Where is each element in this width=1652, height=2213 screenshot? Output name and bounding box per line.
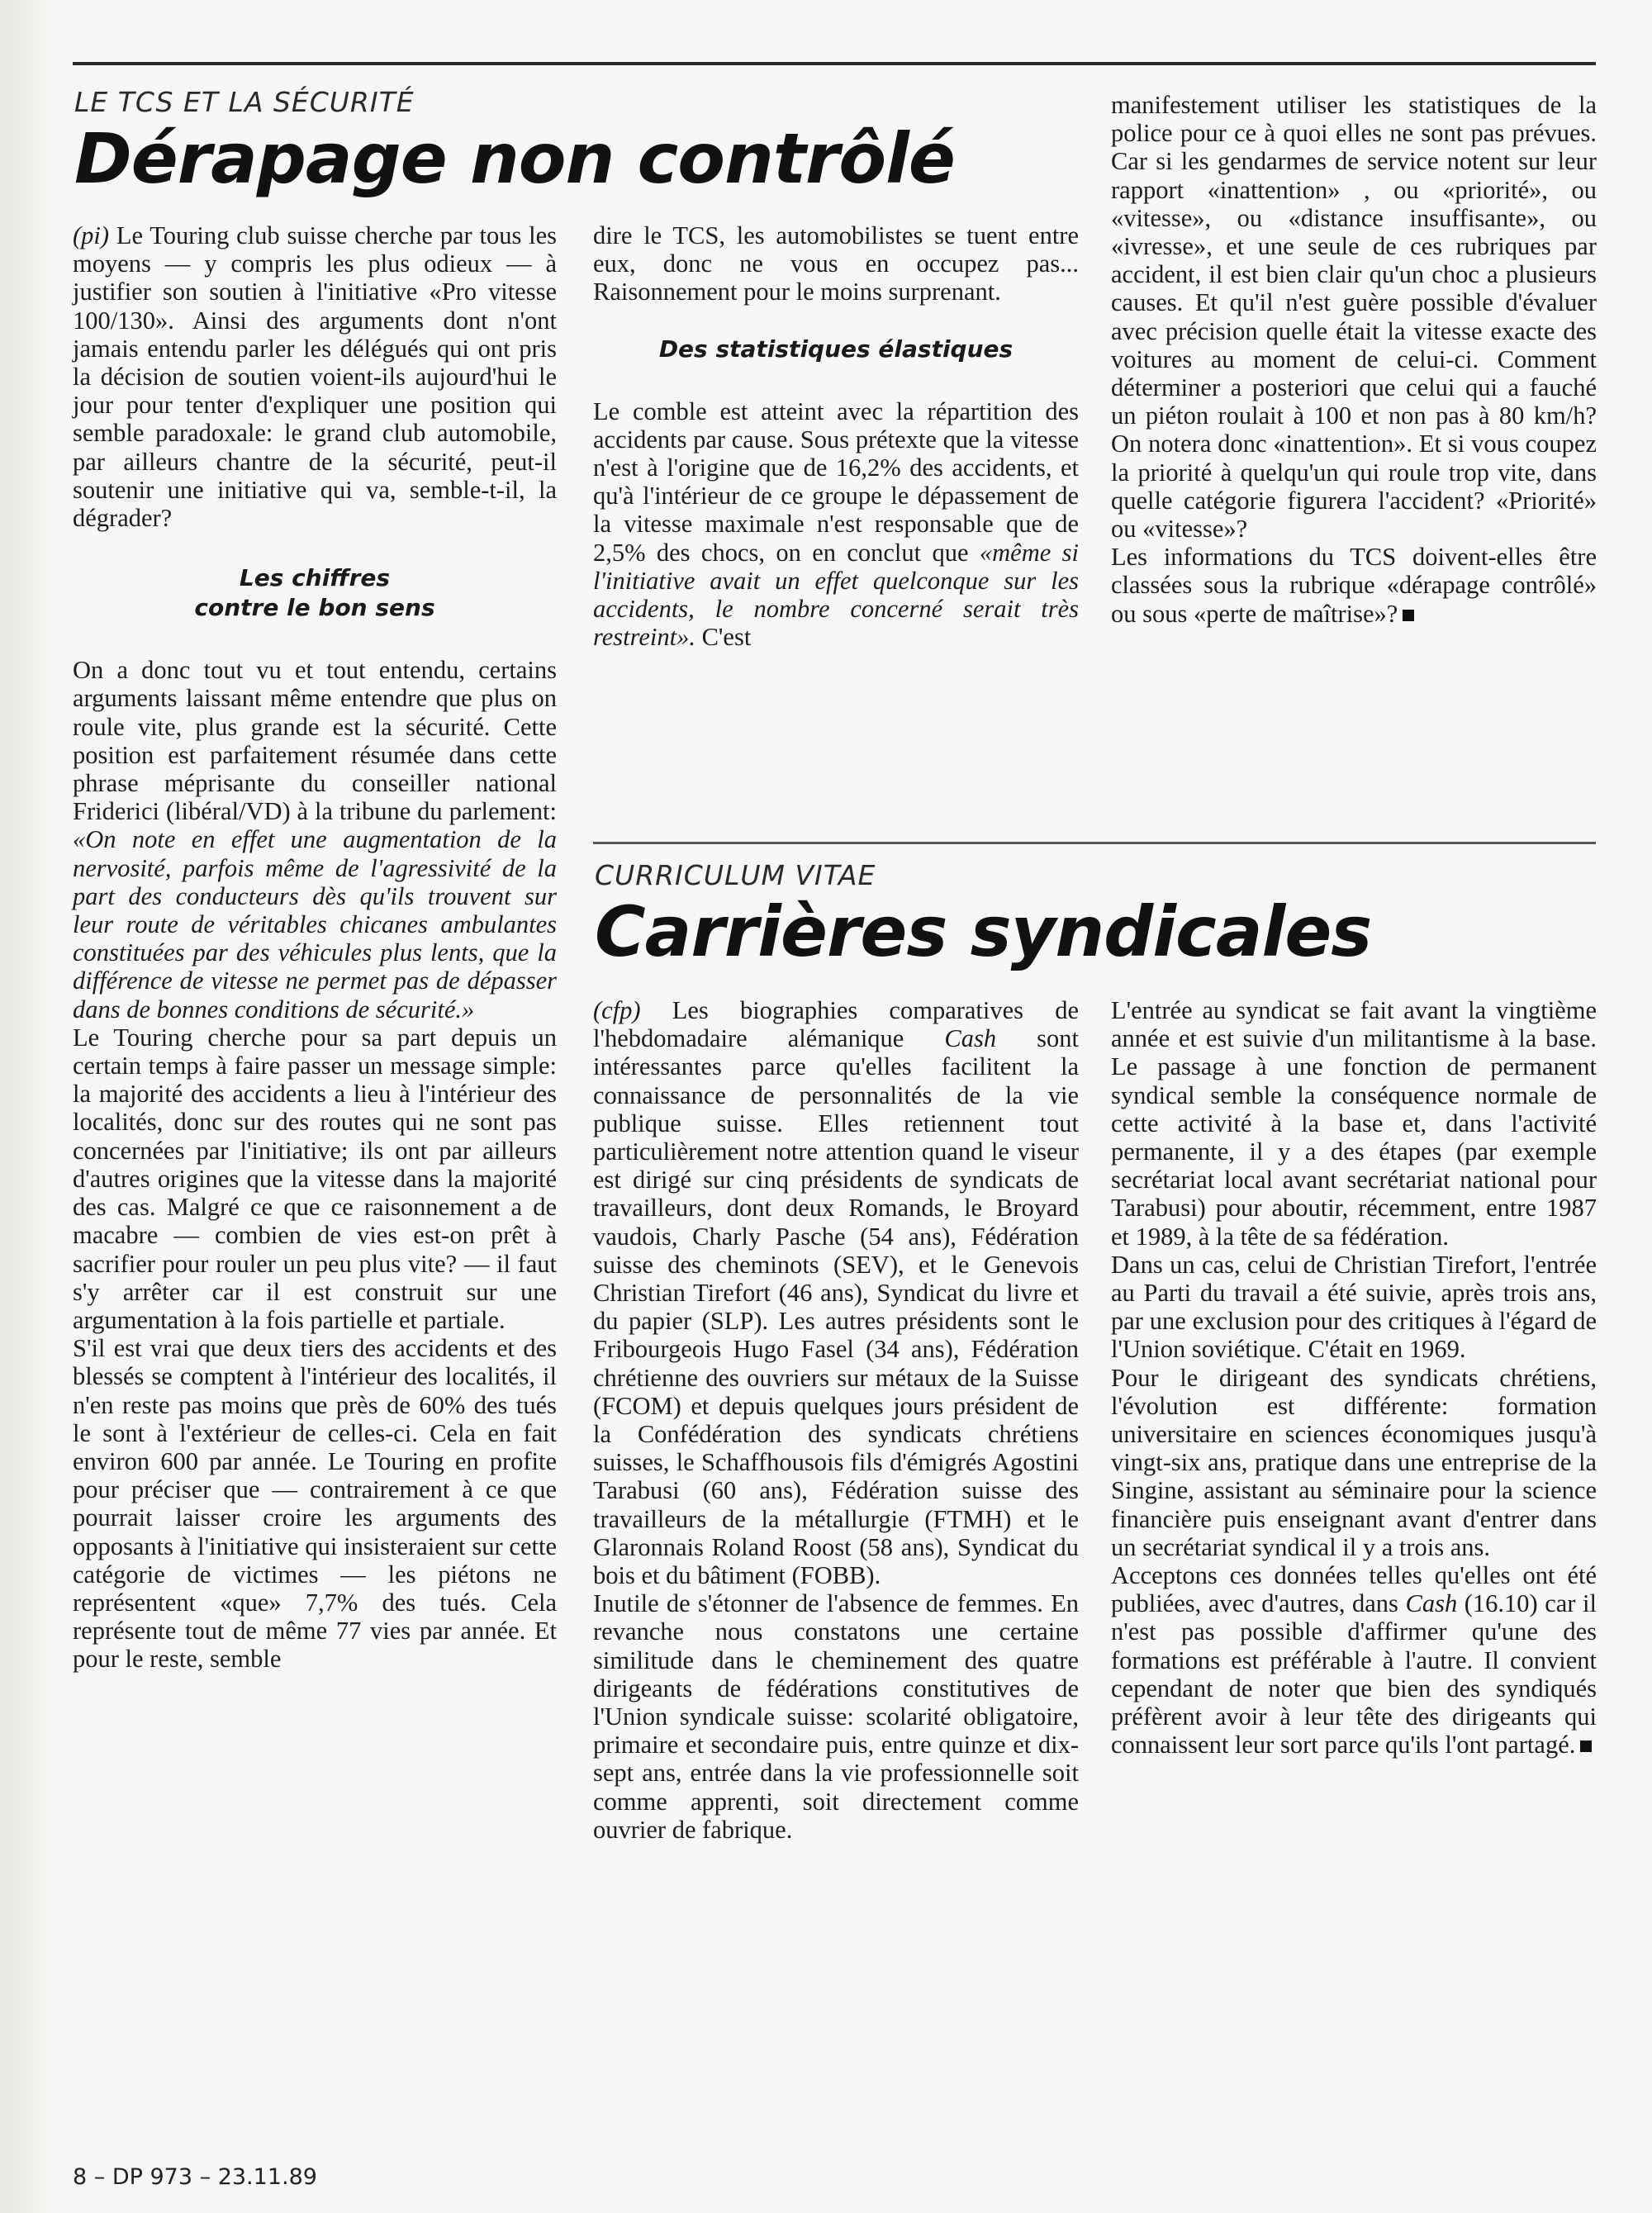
article2-kicker: CURRICULUM VITAE	[595, 859, 876, 891]
article1-paragraph: S'il est vrai que deux tiers des accidents et des blessés se comptent à l'intérieur des localités, il n'en reste pas moins que près de 60% des tués le sont à l'extérieur de celles-ci. Cela en fait environ 600 par année. Le Touring en profite pour préciser que — contrairement à ce que pourrait laisser croire les arguments des opposants à l'initiative qui insisteraient sur cette catégorie de victimes — les piétons ne représentent «que» 7,7% des tués. Cela représente tout de même 77 vies par année. Et pour le reste, semble	[73, 1334, 557, 1674]
end-of-article-square-icon	[1403, 610, 1414, 621]
tcs-quote: «même si l'initiative avait un effet quelconque sur les accidents, le nombre concerné serait très restreint».	[593, 538, 1079, 652]
publication-name: Cash	[1405, 1589, 1458, 1618]
article1-paragraph: (pi) Le Touring club suisse cherche par tous les moyens — y compris les plus odieux — à justifier son soutien à l'initiative «Pro vitesse 100/130». Ainsi des arguments dont n'ont jamais entendu parler les délégués qui ont pris la décision de soutien voient-ils aujourd'hui le jour pour tenter d'expliquer une position qui semble paradoxale: le grand club automobile, par ailleurs chantre de la sécurité, peut-il soutenir une initiative qui va, semble-t-il, la dégrader?	[73, 221, 557, 533]
article2-paragraph: Inutile de s'étonner de l'absence de femmes. En revanche nous constatons une certaine similitude dans le cheminement des quatre dirigeants de fédérations constitutives de l'Union syndicale suisse: scolarité obligatoire, primaire et secondaire puis, entre quinze et dix-sept ans, entrée dans la vie professionnelle soit comme apprenti, soit directement comme ouvrier de fabrique.	[593, 1589, 1079, 1844]
article1-paragraph: manifestement utiliser les statistiques de la police pour ce à quoi elles ne sont pas prévues. Car si les gendarmes de service notent sur leur rapport «inattention» , ou «priorité», ou «vitesse», ou «distance insuffisante», ou «ivresse», et une seule de ces rubriques par accident, il est bien clair qu'un choc a plusieurs causes. Et qu'il n'est guère possible d'évaluer avec précision quelle était la vitesse exacte des voitures au moment de celui-ci. Comment déterminer a posteriori que celui qui a fauché un piéton roulait à 100 et non pas à 80 km/h? On notera donc «inattention». Et si vous coupez la priorité à quelqu'un qui roule trop vite, dans quelle catégorie figurera l'accident? «Priorité» ou «vitesse»?	[1111, 91, 1597, 544]
top-rule	[73, 62, 1596, 65]
article2-headline: Carrières syndicales	[595, 891, 1372, 972]
end-of-article-square-icon	[1580, 1740, 1592, 1752]
article1-subhead-chiffres: Les chiffres contre le bon sens	[194, 564, 435, 622]
byline: (pi)	[73, 221, 110, 249]
article1-paragraph: Les informations du TCS doivent-elles être classées sous la rubrique «dérapage contrôlé» ou sous «perte de maîtrise»?	[1111, 543, 1597, 628]
article1-paragraph: Le comble est atteint avec la répartition des accidents par cause. Sous prétexte que la vitesse n'est à l'origine que de 16,2% des accidents, et qu'à l'intérieur de ce groupe le dépassement de la vitesse maximale n'est responsable que de 2,5% des chocs, on en conclut que «même si l'initiative avait un effet quelconque sur les accidents, le nombre concerné serait très restreint». C'est	[593, 397, 1079, 652]
article2-rule	[593, 842, 1596, 844]
article2-paragraph: Dans un cas, celui de Christian Tirefort, l'entrée au Parti du travail a été suivie, après trois ans, par une exclusion pour des critiques à l'égard de l'Union soviétique. C'était en 1969.	[1111, 1250, 1597, 1364]
article2-paragraph: Pour le dirigeant des syndicats chrétiens, l'évolution est différente: formation universitaire en sciences économiques jusqu'à vingt-six ans, pratique dans une entreprise de la Singine, assistant au séminaire pour la science financière puis enseignant avant d'entrer dans un secrétariat syndical il y a trois ans.	[1111, 1363, 1597, 1561]
article2-column-1	[593, 996, 1079, 1844]
article2-paragraph: L'entrée au syndicat se fait avant la vingtième année et est suivie d'un militantisme à la base. Le passage à une fonction de permanent syndical semble la conséquence normale de cette activité à la base et, dans l'activité permanente, il y a des étapes (par exemple secrétariat local avant secrétariat national pour Tarabusi) pour aboutir, récemment, entre 1987 et 1989, à la tête de sa fédération.	[1111, 996, 1597, 1251]
article1-column-1	[73, 221, 557, 1674]
article1-column-3	[1111, 91, 1597, 628]
publication-name: Cash	[944, 1024, 997, 1053]
article1-subhead-statistiques: Des statistiques élastiques	[658, 335, 1014, 363]
byline: (cfp)	[593, 996, 641, 1024]
article1-column-2	[593, 221, 1079, 651]
article1-paragraph: Le Touring cherche pour sa part depuis un certain temps à faire passer un message simple: la majorité des accidents a lieu à l'intérieur des localités, donc sur des routes qui ne sont pas concernées par l'initiative; ils ont par ailleurs d'autres origines que la vitesse dans la majorité des cas. Malgré ce que ce raisonnement a de macabre — combien de vies est-on prêt à sacrifier pour rouler un peu plus vite? — il faut s'y arrêter car il est construit sur une argumentation à la fois partielle et partiale.	[73, 1023, 557, 1334]
article2-paragraph: (cfp) Les biographies comparatives de l'hebdomadaire alémanique Cash sont intéressantes parce qu'elles facilitent la connaissance de personnalités de la vie publique suisse. Elles retiennent tout particulièrement notre attention quand le viseur est dirigé sur cinq présidents de syndicats de travailleurs, dont deux Romands, le Broyard vaudois, Charly Pasche (54 ans), Fédération suisse des cheminots (SEV), et le Genevois Christian Tirefort (46 ans), Syndicat du livre et du papier (SLP). Les autres présidents sont le Fribourgeois Hugo Fasel (34 ans), Fédération chrétienne des ouvriers sur métaux de la Suisse (FCOM) et depuis quelques jours président de la Confédération des syndicats chrétiens suisses, le Schaffhousois fils d'émigrés Agostini Tarabusi (60 ans), Fédération suisse des travailleurs de la métallurgie (FTMH) et le Glaronnais Roland Roost (58 ans), Syndicat du bois et du bâtiment (FOBB).	[593, 996, 1079, 1590]
article2-paragraph: Acceptons ces données telles qu'elles ont été publiées, avec d'autres, dans Cash (16.10) car il n'est pas possible d'affirmer qu'une des formations est préférable à l'autre. Il convient cependant de noter que bien des syndiqués préfèrent avoir à leur tête des dirigeants qui connaissent leur sort parce qu'ils l'ont partagé.	[1111, 1561, 1597, 1759]
page-scan-edge	[0, 0, 50, 2213]
article1-paragraph: dire le TCS, les automobilistes se tuent entre eux, donc ne vous en occupez pas... Raisonnement pour le moins surprenant.	[593, 221, 1079, 306]
page-footer-folio: 8 – DP 973 – 23.11.89	[73, 2164, 317, 2190]
friderici-quote: «On note en effet une augmentation de la nervosité, parfois même de l'agressivité de la part des conducteurs dès qu'ils trouvent sur leur route de véritables chicanes ambulantes constituées par des véhicules plus lents, que la différence de vitesse ne permet pas de dépasser dans de bonnes conditions de sécurité.»	[73, 825, 557, 1023]
article1-paragraph: On a donc tout vu et tout entendu, certains arguments laissant même entendre que plus on roule vite, plus grande est la sécurité. Cette position est parfaitement résumée dans cette phrase méprisante du conseiller national Friderici (libéral/VD) à la tribune du parlement: «On note en effet une augmentation de la nervosité, parfois même de l'agressivité de la part des conducteurs dès qu'ils trouvent sur leur route de véritables chicanes ambulantes constituées par des véhicules plus lents, que la différence de vitesse ne permet pas de dépasser dans de bonnes conditions de sécurité.»	[73, 656, 557, 1023]
article1-kicker: LE TCS ET LA SÉCURITÉ	[74, 86, 415, 118]
article2-column-2	[1111, 996, 1597, 1759]
article1-headline: Dérapage non contrôlé	[74, 118, 955, 199]
